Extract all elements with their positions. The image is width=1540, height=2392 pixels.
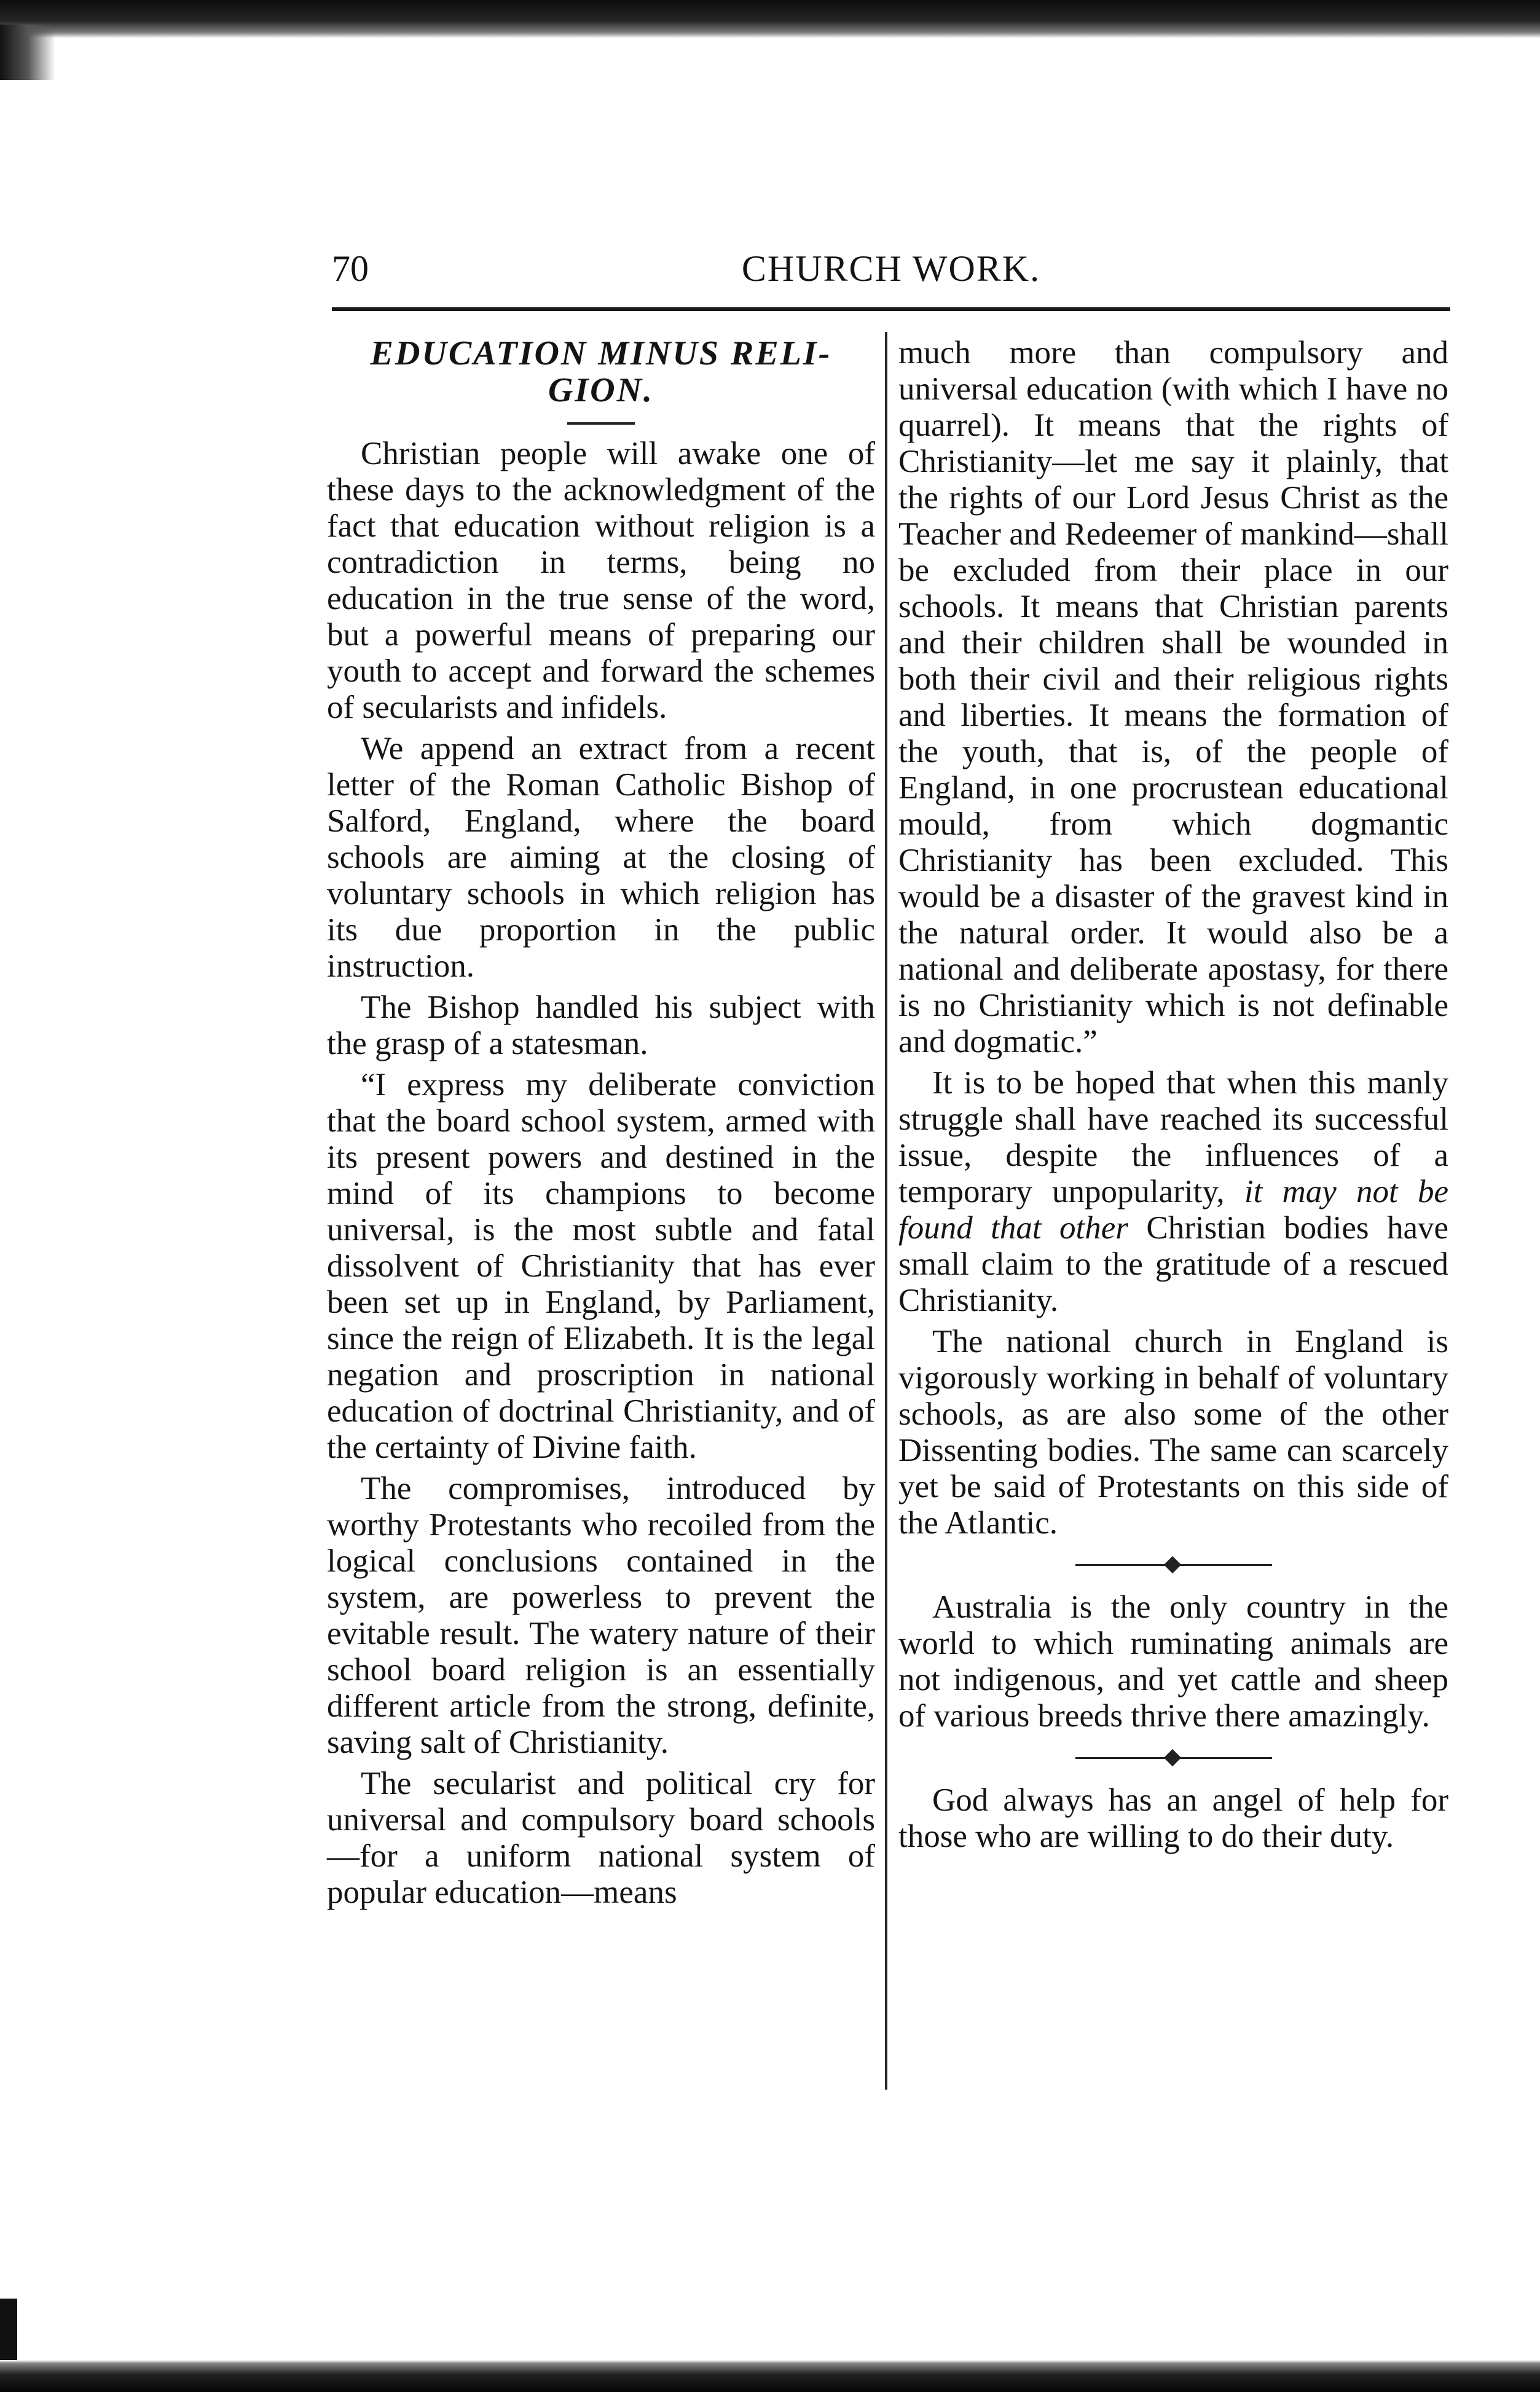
left-column bbox=[327, 335, 875, 1911]
scan-corner-shadow bbox=[0, 25, 55, 80]
diamond-ornament-icon bbox=[1163, 1556, 1181, 1573]
paragraph-continuation: much more than compulsory and universal education (with which I have no quarrel). It means that the rights of Christianity—let me say it plainly, that the rights of our Lord Jesus Christ as the Teacher and Redeemer of mankind—shall be excluded from their place in our schools. It means that Christian parents and their children shall be wounded in both their civil and their religious rights and liberties. It means the formation of the youth, that is, of the people of England, in one procrustean educational mould, from which dogmantic Christianity has been excluded. This would be a disaster of the gravest kind in the natural order. It would also be a national and deliberate apostasy, for there is no Christianity which is not definable and dogmatic.” bbox=[898, 335, 1448, 1060]
article-title-line-2: GION. bbox=[548, 371, 654, 409]
paragraph: Christian people will awake one of these days to the acknowledgment of the fact that education without religion is a contradiction in terms, being no education in the true sense of the word, but a powerful means of preparing our youth to accept and forward the schemes of secularists and infidels. bbox=[327, 436, 875, 725]
paragraph: “I express my deliberate conviction that the board school system, armed with its present powers and destined in the mind of its champions to become universal, is the most subtle and fatal dissolvent of Christianity that has ever been set up in England, by Parliament, since the reign of Elizabeth. It is the legal negation and proscription in national education of doctrinal Christianity, and of the certainty of Divine faith. bbox=[327, 1067, 875, 1465]
running-title: CHURCH WORK. bbox=[741, 248, 1041, 289]
hope-text-italic: it may not be found that other bbox=[898, 1174, 1448, 1246]
scan-top-border bbox=[0, 0, 1540, 38]
paragraph: The Bishop handled his subject with the grasp of a statesman. bbox=[327, 989, 875, 1061]
paragraph: We append an extract from a recent letter of the Roman Catholic Bishop of Salford, England, where the board schools are aiming at the closing of voluntary schools in which religion has its due proportion in the public instruction. bbox=[327, 731, 875, 984]
brief-item: God always has an angel of help for those who are willing to do their duty. bbox=[898, 1782, 1448, 1854]
hope-text-end: Christian bodies have small claim to the gratitude of a rescued Christianity. bbox=[898, 1210, 1448, 1318]
column-divider bbox=[885, 332, 887, 2090]
page-header bbox=[332, 243, 1450, 295]
diamond-ornament-icon bbox=[1163, 1749, 1181, 1766]
scan-left-edge bbox=[0, 2299, 17, 2366]
header-rule bbox=[332, 307, 1450, 311]
paragraph: The secularist and political cry for universal and compulsory board schools—for a uniform national system of popular education—means bbox=[327, 1766, 875, 1910]
brief-item: Australia is the only country in the world to which ruminating animals are not indigenous, and yet cattle and sheep of various breeds thrive there amazingly. bbox=[898, 1589, 1448, 1734]
paragraph bbox=[898, 1065, 1448, 1319]
paragraph: The national church in England is vigorously working in behalf of voluntary schools, as are also some of the other Dissenting bodies. The same can scarcely yet be said of Protestants on this side of the Atlantic. bbox=[898, 1324, 1448, 1541]
hope-text-start: It is to be hoped that when this manly struggle shall have reached its successful issue, despite the influences of a temporary unpopularity, bbox=[898, 1065, 1448, 1210]
right-column bbox=[898, 335, 1448, 1860]
article-title bbox=[327, 335, 875, 409]
scan-bottom-border bbox=[0, 2360, 1540, 2392]
paragraph: The compromises, introduced by worthy Protestants who recoiled from the logical conclusions contained in the system, are powerless to prevent the evitable result. The watery nature of their school board religion is an essentially different article from the strong, definite, saving salt of Christianity. bbox=[327, 1471, 875, 1760]
section-divider bbox=[1075, 1552, 1272, 1577]
title-rule bbox=[567, 422, 635, 425]
article-title-line-1: EDUCATION MINUS RELI- bbox=[370, 334, 832, 372]
page-number: 70 bbox=[332, 248, 369, 289]
section-divider bbox=[1075, 1745, 1272, 1770]
